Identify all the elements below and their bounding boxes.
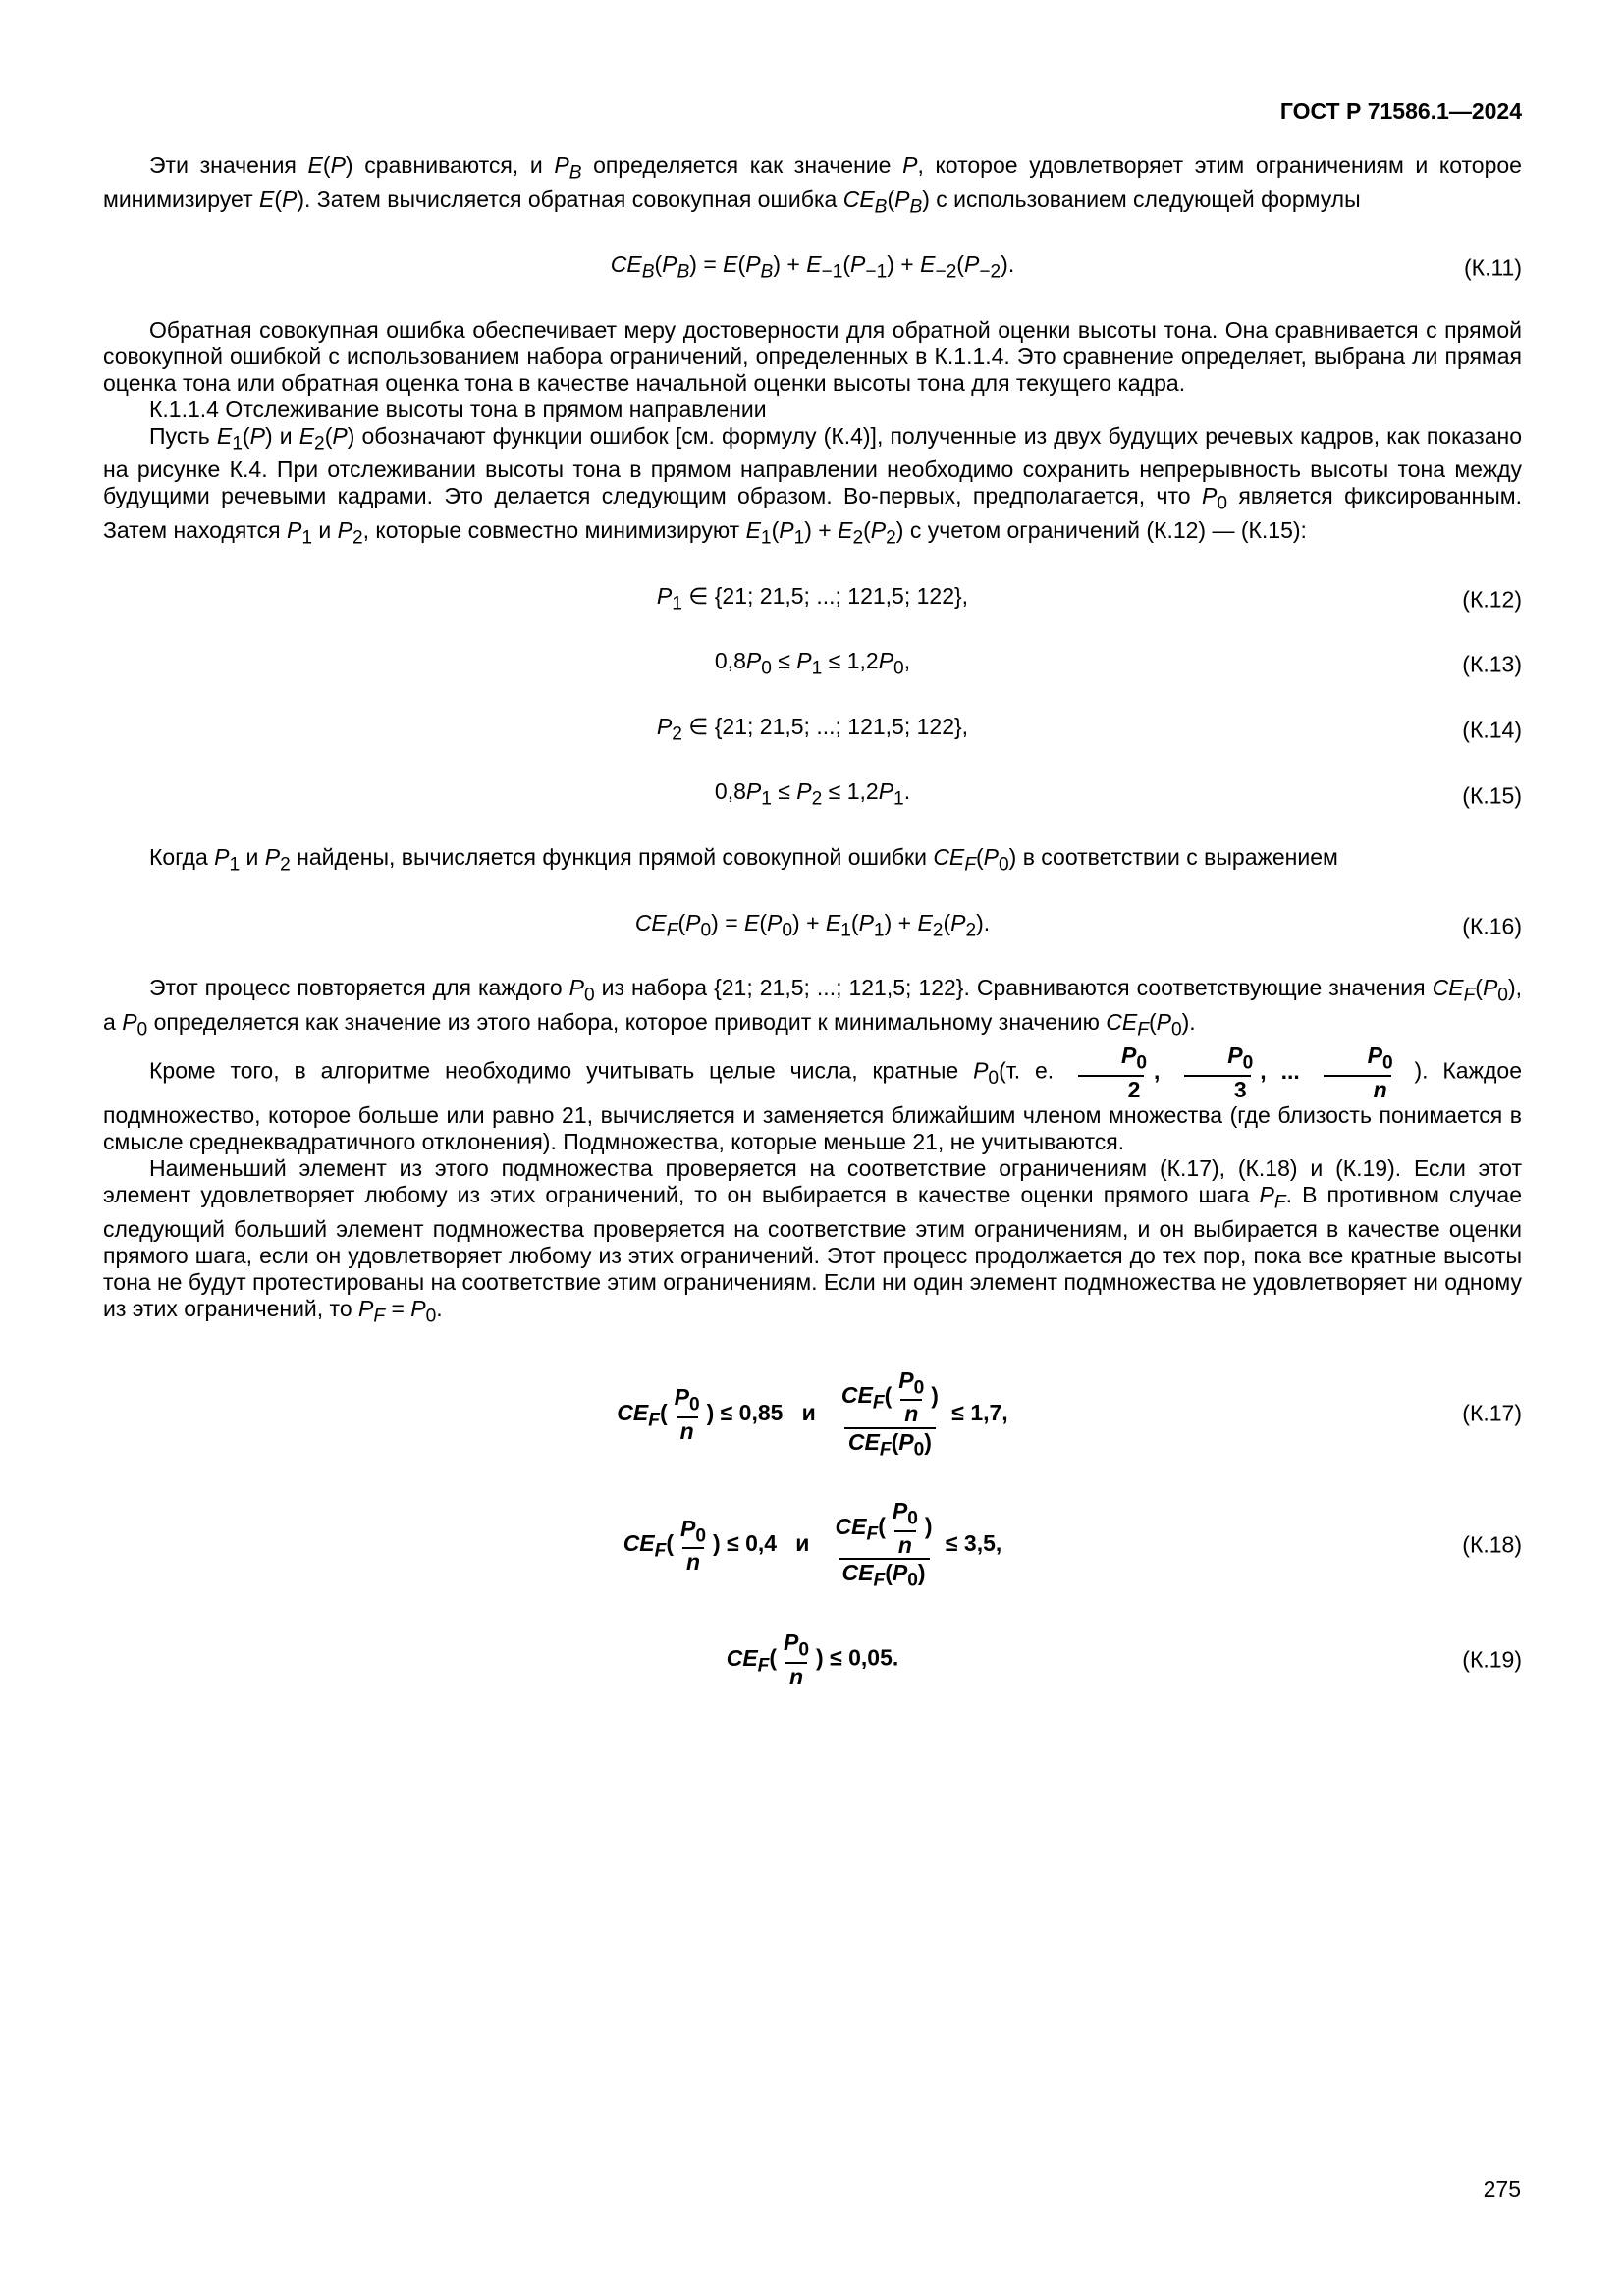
formula-number: (К.19) — [1462, 1646, 1522, 1673]
page-content — [103, 98, 1522, 1727]
paragraph-smallest-element: Наименьший элемент из этого подмножества проверяется на соответствие ограничениям (К.17), (К.18) и (К.19). Если этот элемент удовлетворяет любому из этих ограничений, то он выбирается в качестве оценки прямого шага $P_F$. В противном случае следующий больший элемент подмножества проверяется на соответствие этим ограничениям, и он выбирается в качестве оценки прямого шага, если он удовлетворяет любому из этих ограничений. Этот процесс продолжается до тех пор, пока все кратные высоты тона не будут протестированы на соответствие этим ограничениям. Если ни один элемент подмножества не удовлетворяет ни одному из этих ограничений, то $P_F = P_0$. — [103, 1155, 1523, 1327]
formula-k15 — [103, 778, 1522, 813]
formula-body: $P_2$ ∈ {21; 21,5; ...; 121,5; 122}, — [656, 713, 969, 745]
subsection-heading: К.1.1.4 Отслеживание высоты тона в прямом направлении — [149, 396, 767, 422]
formula-k12 — [103, 583, 1522, 617]
formula-k19 — [103, 1629, 1522, 1689]
formula-number: (К.13) — [1462, 651, 1522, 677]
formula-number: (К.18) — [1462, 1531, 1522, 1558]
paragraph-process-repeat: Этот процесс повторяется для каждого $P_0$ из набора {21; 21,5; ...; 121,5; 122}. Сравниваются соответствующие значения $CE_F(P_0)$, а $P_0$ определяется как значение из этого набора, которое приводит к минимальному значению $CE_F(P_0)$. — [103, 975, 1522, 1041]
paragraph-multiples: Кроме того, в алгоритме необходимо учитывать целые числа, кратные $P_0(т$. е. $\frac{P_0}{2}$ , $\frac{P_0}{3}$ , ... $\frac{P_0}{n}$ ). Каждое подмножество, которое больше или равно 21, вычисляется и заменяется ближайшим членом множества (где близость понимается в смысле среднеквадратичного отклонения). Подмножества, которые меньше 21, не учитываются. — [103, 1042, 1522, 1155]
formula-body: $CE_F$( $\frac{P_0}{n}$ ) ≤ 0,05. — [726, 1629, 899, 1689]
formula-number: (К.12) — [1462, 586, 1522, 613]
formula-number: (К.16) — [1462, 913, 1522, 939]
formula-body: $CE_F$( $\frac{P_0}{n}$ ) ≤ 0,4 и $CE_F$( $\frac{P_0}{n}$ ) $CE_F(P_0)$ ≤ 3,5, — [623, 1498, 1002, 1591]
formula-body: $0,8P_1 \le P_2 \le 1,2P_1$. — [714, 778, 911, 810]
formula-k14 — [103, 714, 1522, 748]
formula-number: (К.14) — [1462, 717, 1522, 743]
formula-k18 — [103, 1498, 1522, 1592]
formula-k17 — [103, 1367, 1522, 1462]
formula-k13 — [103, 648, 1522, 682]
formula-body: $P_1$ ∈ {21; 21,5; ...; 121,5; 122}, — [656, 582, 969, 614]
paragraph-forward-error: Когда $P_1$ и $P_2$ найдены, вычисляется функция прямой совокупной ошибки $CE_F(P_0)$ в соответствии с выражением — [149, 843, 1338, 876]
formula-body: $CE_F$( $\frac{P_0}{n}$ ) ≤ 0,85 и $CE_F$( $\frac{P_0}{n}$ ) $CE_F(P_0)$ ≤ 1,7, — [617, 1366, 1008, 1461]
formula-number: (К.11) — [1464, 254, 1522, 281]
page-number: 275 — [1483, 2176, 1521, 2202]
formula-k16 — [103, 910, 1522, 944]
document-header: ГОСТ Р 71586.1—2024 — [1279, 98, 1522, 124]
paragraph-intro: Эти значения E(P) сравниваются, и $P_B$ определяется как значение P, которое удовлетворяет этим ограничениям и которое минимизирует E(P). Затем вычисляется обратная совокупная ошибка $CE_B(P_B)$ с использованием следующей формулы — [103, 152, 1522, 218]
formula-body: $CE_B(P_B) = E(P_B) + E_{-1}(P_{-1}) + E_{-2}(P_{-2})$. — [610, 251, 1015, 283]
formula-body: $CE_F(P_0) = E(P_0) + E_1(P_1) + E_2(P_2)$. — [634, 909, 991, 941]
paragraph-forward-tracking: Пусть $E_1(P)$ и $E_2(P)$ обозначают функции ошибок [см. формулу (К.4)], полученные из двух будущих речевых кадров, как показано на рисунке К.4. При отслеживании высоты тона в прямом направлении необходимо сохранить непрерывность высоты тона между будущими речевыми кадрами. Это делается следующим образом. Во-первых, предполагается, что $P_0$ является фиксированным. Затем находятся $P_1$ и $P_2$, которые совместно минимизируют $E_1(P_1) + E_2(P_2)$ с учетом ограничений (К.12) — (К.15): — [103, 422, 1522, 549]
formula-number: (К.17) — [1462, 1400, 1522, 1426]
formula-number: (К.15) — [1462, 782, 1522, 809]
paragraph-backward-error: Обратная совокупная ошибка обеспечивает меру достоверности для обратной оценки высоты тона. Она сравнивается с прямой совокупной ошибкой с использованием набора ограничений, определенных в К.1.1.4. Это сравнение определяет, выбрана ли прямая оценка тона или обратная оценка тона в качестве начальной оценки высоты тона для текущего кадра. — [103, 316, 1522, 396]
formula-body: $0,8P_0 \le P_1 \le 1,2P_0$, — [714, 648, 911, 679]
formula-k11 — [103, 251, 1522, 286]
